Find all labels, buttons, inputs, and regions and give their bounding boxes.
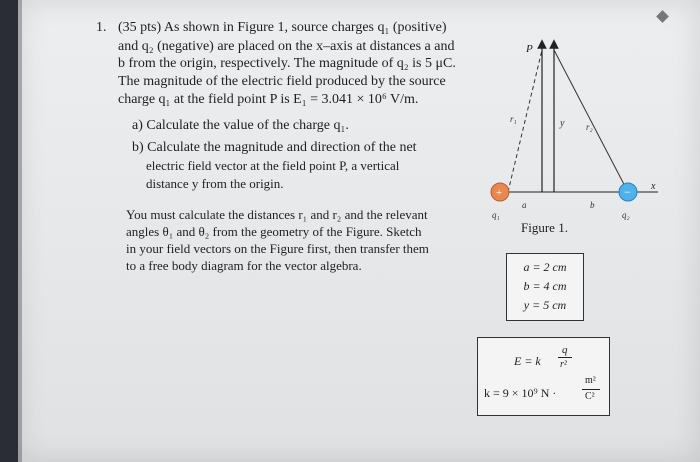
problem-line: and q₂ (negative) are placed on the x–axis at distances a and xyxy=(118,39,455,54)
problem-number: 1. xyxy=(96,20,107,35)
k-units-denominator: C² xyxy=(585,391,595,402)
r2-line xyxy=(554,50,628,192)
b-distance-label: b xyxy=(590,200,595,210)
given-b: b = 4 cm xyxy=(523,279,567,293)
r1-label: r₁ xyxy=(510,114,517,124)
x-axis-label: x xyxy=(651,181,656,192)
y-distance-label: y xyxy=(560,118,565,129)
hint-line: You must calculate the distances r₁ and r₂ and the relevant xyxy=(126,207,428,222)
q2-sign: − xyxy=(624,185,631,199)
part-a: a) Calculate the value of the charge q₁. xyxy=(132,118,349,133)
problem-line: b from the origin, respectively. The magnitude of q₂ is 5 μC. xyxy=(118,56,456,71)
page-edge xyxy=(18,0,22,462)
figure-1-diagram xyxy=(480,30,660,230)
e-formula-numerator: q xyxy=(562,344,568,356)
problem-line: (35 pts) As shown in Figure 1, source charges q₁ (positive) xyxy=(118,20,447,35)
figure-caption: Figure 1. xyxy=(521,220,568,235)
part-b-line: electric field vector at the field point P, a vertical xyxy=(146,158,400,173)
q1-label: q₁ xyxy=(492,210,500,220)
hint-line: in your field vectors on the Figure first, then transfer them xyxy=(126,241,429,256)
e-formula-lhs: E = k xyxy=(514,354,541,368)
part-b-line: distance y from the origin. xyxy=(146,176,284,191)
given-values-box xyxy=(506,253,584,321)
e-fraction-bar xyxy=(558,357,572,358)
point-p-label: P xyxy=(526,43,533,55)
part-b-line: b) Calculate the magnitude and direction of the net xyxy=(132,140,417,155)
hint-line: angles θ₁ and θ₂ from the geometry of the Figure. Sketch xyxy=(126,224,422,239)
given-y: y = 5 cm xyxy=(523,298,567,312)
problem-line: charge q₁ at the field point P is E₁ = 3.041 × 10⁶ V/m. xyxy=(118,92,419,107)
k-fraction-bar xyxy=(582,389,600,390)
problem-line: The magnitude of the electric field produced by the source xyxy=(118,74,446,89)
k-formula-lhs: k = 9 × 10⁹ N · xyxy=(484,386,557,400)
hint-line: to a free body diagram for the vector algebra. xyxy=(126,258,362,273)
a-distance-label: a xyxy=(522,200,527,210)
formula-box xyxy=(477,337,610,416)
q2-label: q₂ xyxy=(622,210,630,220)
k-units-numerator: m² xyxy=(585,375,596,386)
r2-label: r₂ xyxy=(586,122,593,132)
e-formula-denominator: r² xyxy=(560,359,567,370)
q1-sign: + xyxy=(496,187,503,199)
given-a: a = 2 cm xyxy=(523,260,567,274)
